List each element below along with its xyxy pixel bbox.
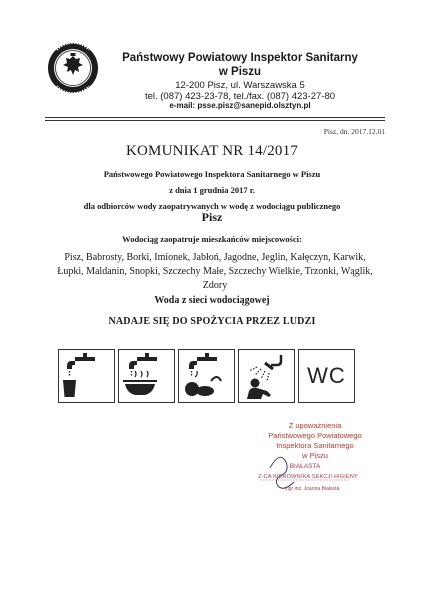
issuer-line: Państwowego Powiatowego Inspektora Sanitarnego w Piszu xyxy=(103,169,321,179)
authorization-line1: Z upoważnienia xyxy=(288,421,342,430)
authorization-line4: w Piszu xyxy=(302,451,328,460)
wc-icon xyxy=(298,349,355,403)
emblem-eagle-icon xyxy=(47,42,99,94)
address: 12-200 Pisz, ul. Warszawska 5 xyxy=(175,80,305,91)
shower-icon xyxy=(238,349,295,403)
phone: tel. (087) 423-23-78, tel./fax. (087) 423-27-80 xyxy=(144,91,336,102)
document-title: KOMUNIKAT NR 14/2017 xyxy=(125,143,299,159)
stamp-title: mgr inż. Joanna Białasta xyxy=(284,486,340,492)
stamp-name: BIAŁASTA xyxy=(289,463,321,470)
verdict: NADAJE SIĘ DO SPOŻYCIA PRZEZ LUDZI xyxy=(108,316,316,327)
header-divider-secondary xyxy=(45,120,385,121)
date-line: z dnia 1 grudnia 2017 r. xyxy=(169,185,255,195)
water-source: Woda z sieci wodociągowej xyxy=(154,295,270,306)
wc-label: WC xyxy=(307,363,346,388)
org-name-line1: Państwowy Powiatowy Inspektor Sanitarny xyxy=(122,52,358,64)
usage-pictograms xyxy=(58,349,356,403)
waterworks-name: Pisz xyxy=(201,210,223,224)
email: e-mail: psse.pisz@sanepid.olsztyn.pl xyxy=(169,101,311,110)
authorization-line2: Państwowego Powiatowego xyxy=(268,431,362,440)
org-name-line2: w Piszu xyxy=(218,66,262,78)
supply-area-label: Wodociąg zaopatruje mieszkańców miejscowości: xyxy=(122,234,302,244)
tap-glass-icon xyxy=(58,349,115,403)
recipients-line: dla odbiorców wody zaopatrywanych w wodę z wodociągu publicznego xyxy=(83,201,341,211)
towns-list: Pisz, Babrosty, Borki, Imionek, Jabłoń, Jagodne, Jeglin, Kałęczyn, Karwik, Łupki, Maldanin, Snopki, Szczechy Małe, Szczechy Wielkie, Trzonki, Wąglik, Zdory xyxy=(57,252,373,291)
header-divider xyxy=(45,117,385,118)
tap-washing-produce-icon xyxy=(178,349,235,403)
issue-date: Pisz, dn. 2017.12.01 xyxy=(323,127,385,136)
authorization-line3: Inspektora Sanitarnego xyxy=(276,441,354,450)
tap-cooking-pot-icon xyxy=(118,349,175,403)
stamp-role: Z-CA KIEROWNIKA SEKCJI HIGIENY xyxy=(258,474,358,480)
